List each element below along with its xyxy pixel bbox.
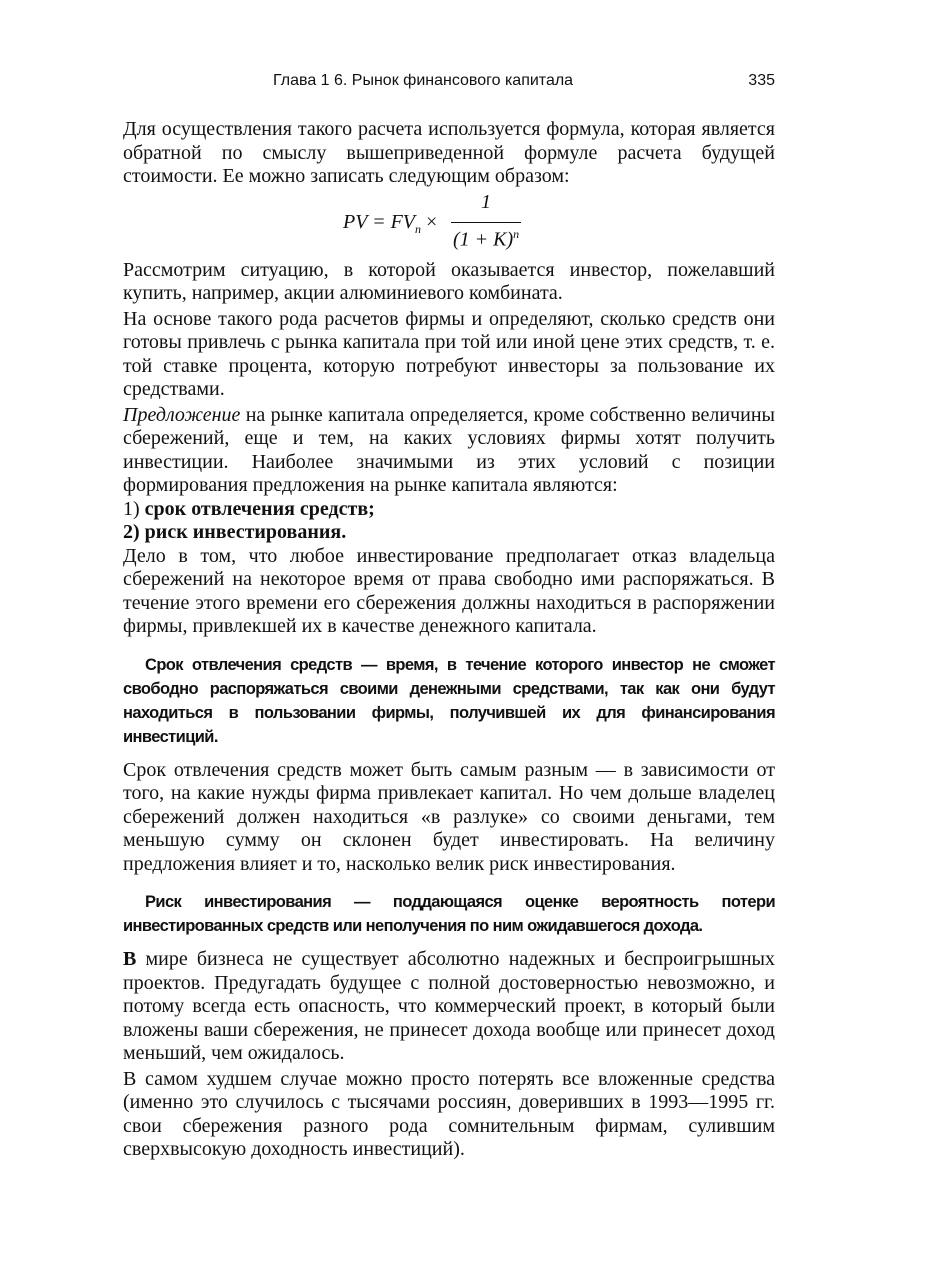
chapter-title: Глава 1 6. Рынок финансового капитала [273, 72, 574, 89]
formula-lhs: PV = $FV_n$ × [343, 210, 438, 236]
list-item-term: 1) срок отвлечения средств; [123, 497, 375, 520]
paragraph-firms: На основе такого рода расчетов фирмы и определяют, сколько средств они готовы привлечь с рынка капитала при той или иной цене этих средств, т. е. той ставке процента, которую потребуют инвесторы за пользование их средствами. [123, 307, 775, 400]
paragraph-term-length: Срок отвлечения средств может быть самым разным — в зависимости от того, на какие нужды фирма привлекает капитал. Но чем дольше владелец сбережений должен находиться «в разлуке» со своими деньгами, тем меньшую сумму он склонен будет инвестировать. На величину предложения влияет и то, насколько велик риск инвестирования. [123, 758, 775, 875]
book-page [123, 70, 775, 1162]
paragraph-business-risk: В мире бизнеса не существует абсолютно надежных и беспроигрышных проектов. Предугадать будущее с полной достоверностью невозможно, и потому всегда есть опасность, что коммерческий проект, в который были вложены ваши сбережения, не принесет дохода вообще или принесет доход меньший, чем ожидалось. [123, 948, 775, 1064]
fraction-bar [451, 222, 521, 223]
definition-risk: Риск инвестирования — поддающаяся оценке вероятность потери инвестированных средств или неполучения по ним ожидавшегося дохода. [123, 893, 775, 935]
term-supply: Предложение [123, 403, 241, 426]
present-value-formula [123, 189, 775, 259]
formula-denominator: $(1 + K)^n$ [453, 226, 520, 251]
running-header [123, 70, 775, 98]
paragraph-worst-case: В самом худшем случае можно просто потерять все вложенные средства (именно это случилось с тысячами россиян, доверивших в 1993—1995 гг. свои сбережения разного рода сомнительным фирмам, сулившим сверхвысокую доходность инвестиций). [123, 1067, 775, 1160]
list-item-risk: 2) риск инвестирования. [123, 521, 347, 543]
paragraph-supply: Предложение на рынке капитала определяется, кроме собственно величины сбережений, еще и тем, на каких условиях фирмы хотят получить инвестиции. Наиболее значимыми из этих условий с позиции формирования предложения на рынке капитала являются: [123, 403, 775, 496]
definition-term: Срок отвлечения средств — время, в течение которого инвестор не сможет свободно распоряжаться своими денежными средствами, так как они будут находиться в пользовании фирмы, получившей их для финансирования инвестиций. [123, 655, 775, 746]
page-number: 335 [748, 72, 775, 89]
paragraph-formula-intro: Для осуществления такого расчета используется формула, которая является обратной по смыслу вышеприведенной формуле расчета будущей стоимости. Ее можно записать следующим образом: [123, 118, 775, 187]
formula-numerator: 1 [481, 190, 491, 213]
paragraph-refusal: Дело в том, что любое инвестирование предполагает отказ владельца сбережений на некоторое время от права свободно ими распоряжаться. В течение этого времени его сбережения должны находиться в распоряжении фирмы, привлекшей их в качестве денежного капитала. [123, 544, 775, 637]
paragraph-investor: Рассмотрим ситуацию, в которой оказывается инвестор, пожелавший купить, например, акции алюминиевого комбината. [123, 258, 775, 304]
